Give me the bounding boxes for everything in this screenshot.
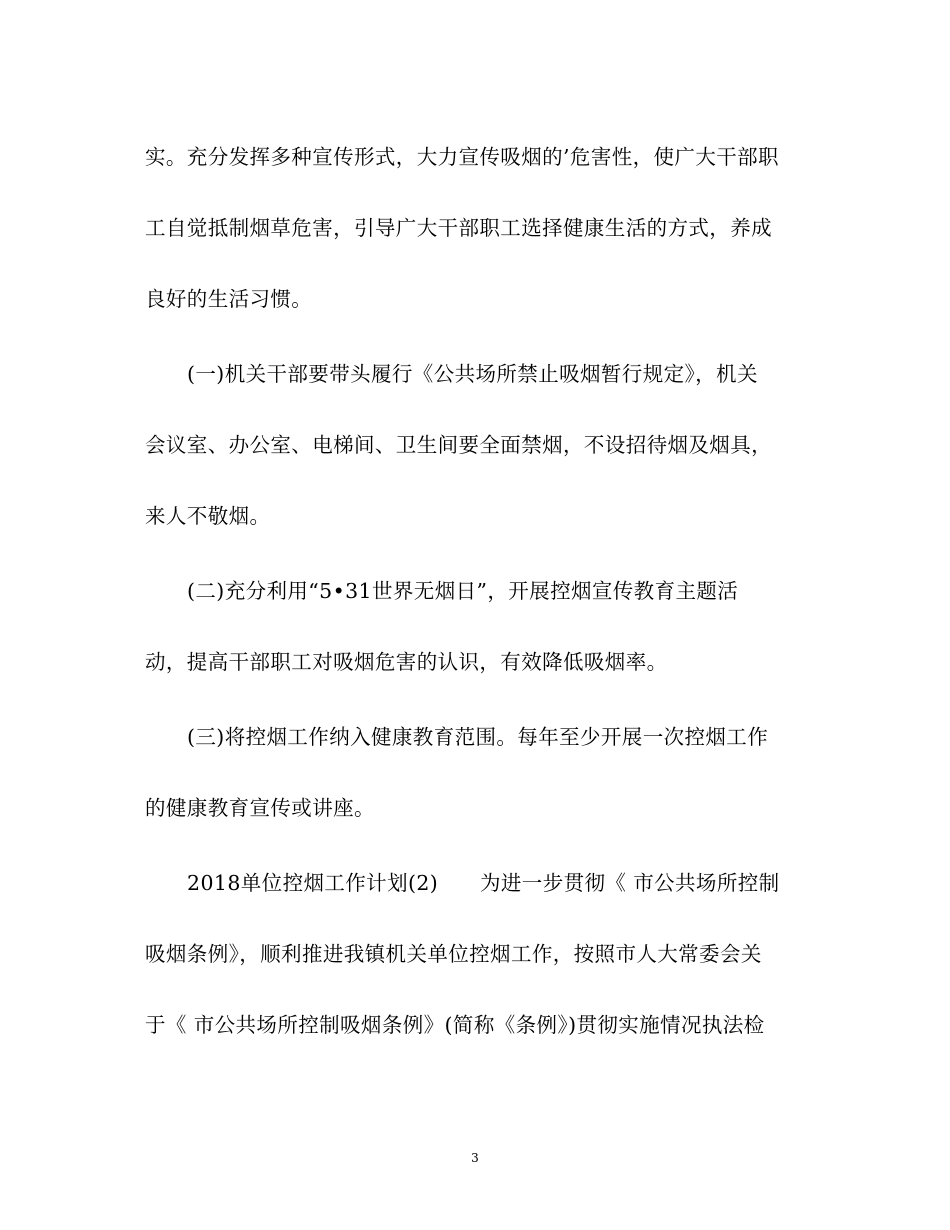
- text-line: 来人不敬烟。: [145, 504, 271, 528]
- text-line: 良好的生活习惯。: [145, 287, 313, 311]
- text-line: 于《 市公共场所控制吸烟条例》(简称《条例》)贯彻实施情况执法检: [145, 1013, 765, 1037]
- paragraph-first-line: (二)充分利用“5•31世界无烟日”，开展控烟宣传教育主题活: [187, 579, 739, 603]
- text-line: 的健康教育宣传或讲座。: [145, 796, 375, 820]
- text-line: 吸烟条例》，顺利推进我镇机关单位控烟工作，按照市人大常委会关: [145, 942, 762, 966]
- paragraph-first-line: (三)将控烟工作纳入健康教育范围。每年至少开展一次控烟工作: [187, 725, 769, 749]
- text-line: 工自觉抵制烟草危害，引导广大干部职工选择健康生活的方式，养成: [145, 216, 772, 240]
- page-number: 3: [471, 1151, 479, 1165]
- text-line: 会议室、办公室、电梯间、卫生间要全面禁烟，不设招待烟及烟具，: [145, 433, 772, 457]
- text-line: 实。充分发挥多种宣传形式，大力宣传吸烟的’危害性，使广大干部职: [145, 145, 779, 169]
- text-line: 动，提高干部职工对吸烟危害的认识，有效降低吸烟率。: [145, 650, 668, 674]
- paragraph-first-line: (一)机关干部要带头履行《公共场所禁止吸烟暂行规定》，机关: [187, 362, 758, 386]
- paragraph-first-line: 2018单位控烟工作计划(2) 为进一步贯彻《 市公共场所控制: [187, 871, 780, 895]
